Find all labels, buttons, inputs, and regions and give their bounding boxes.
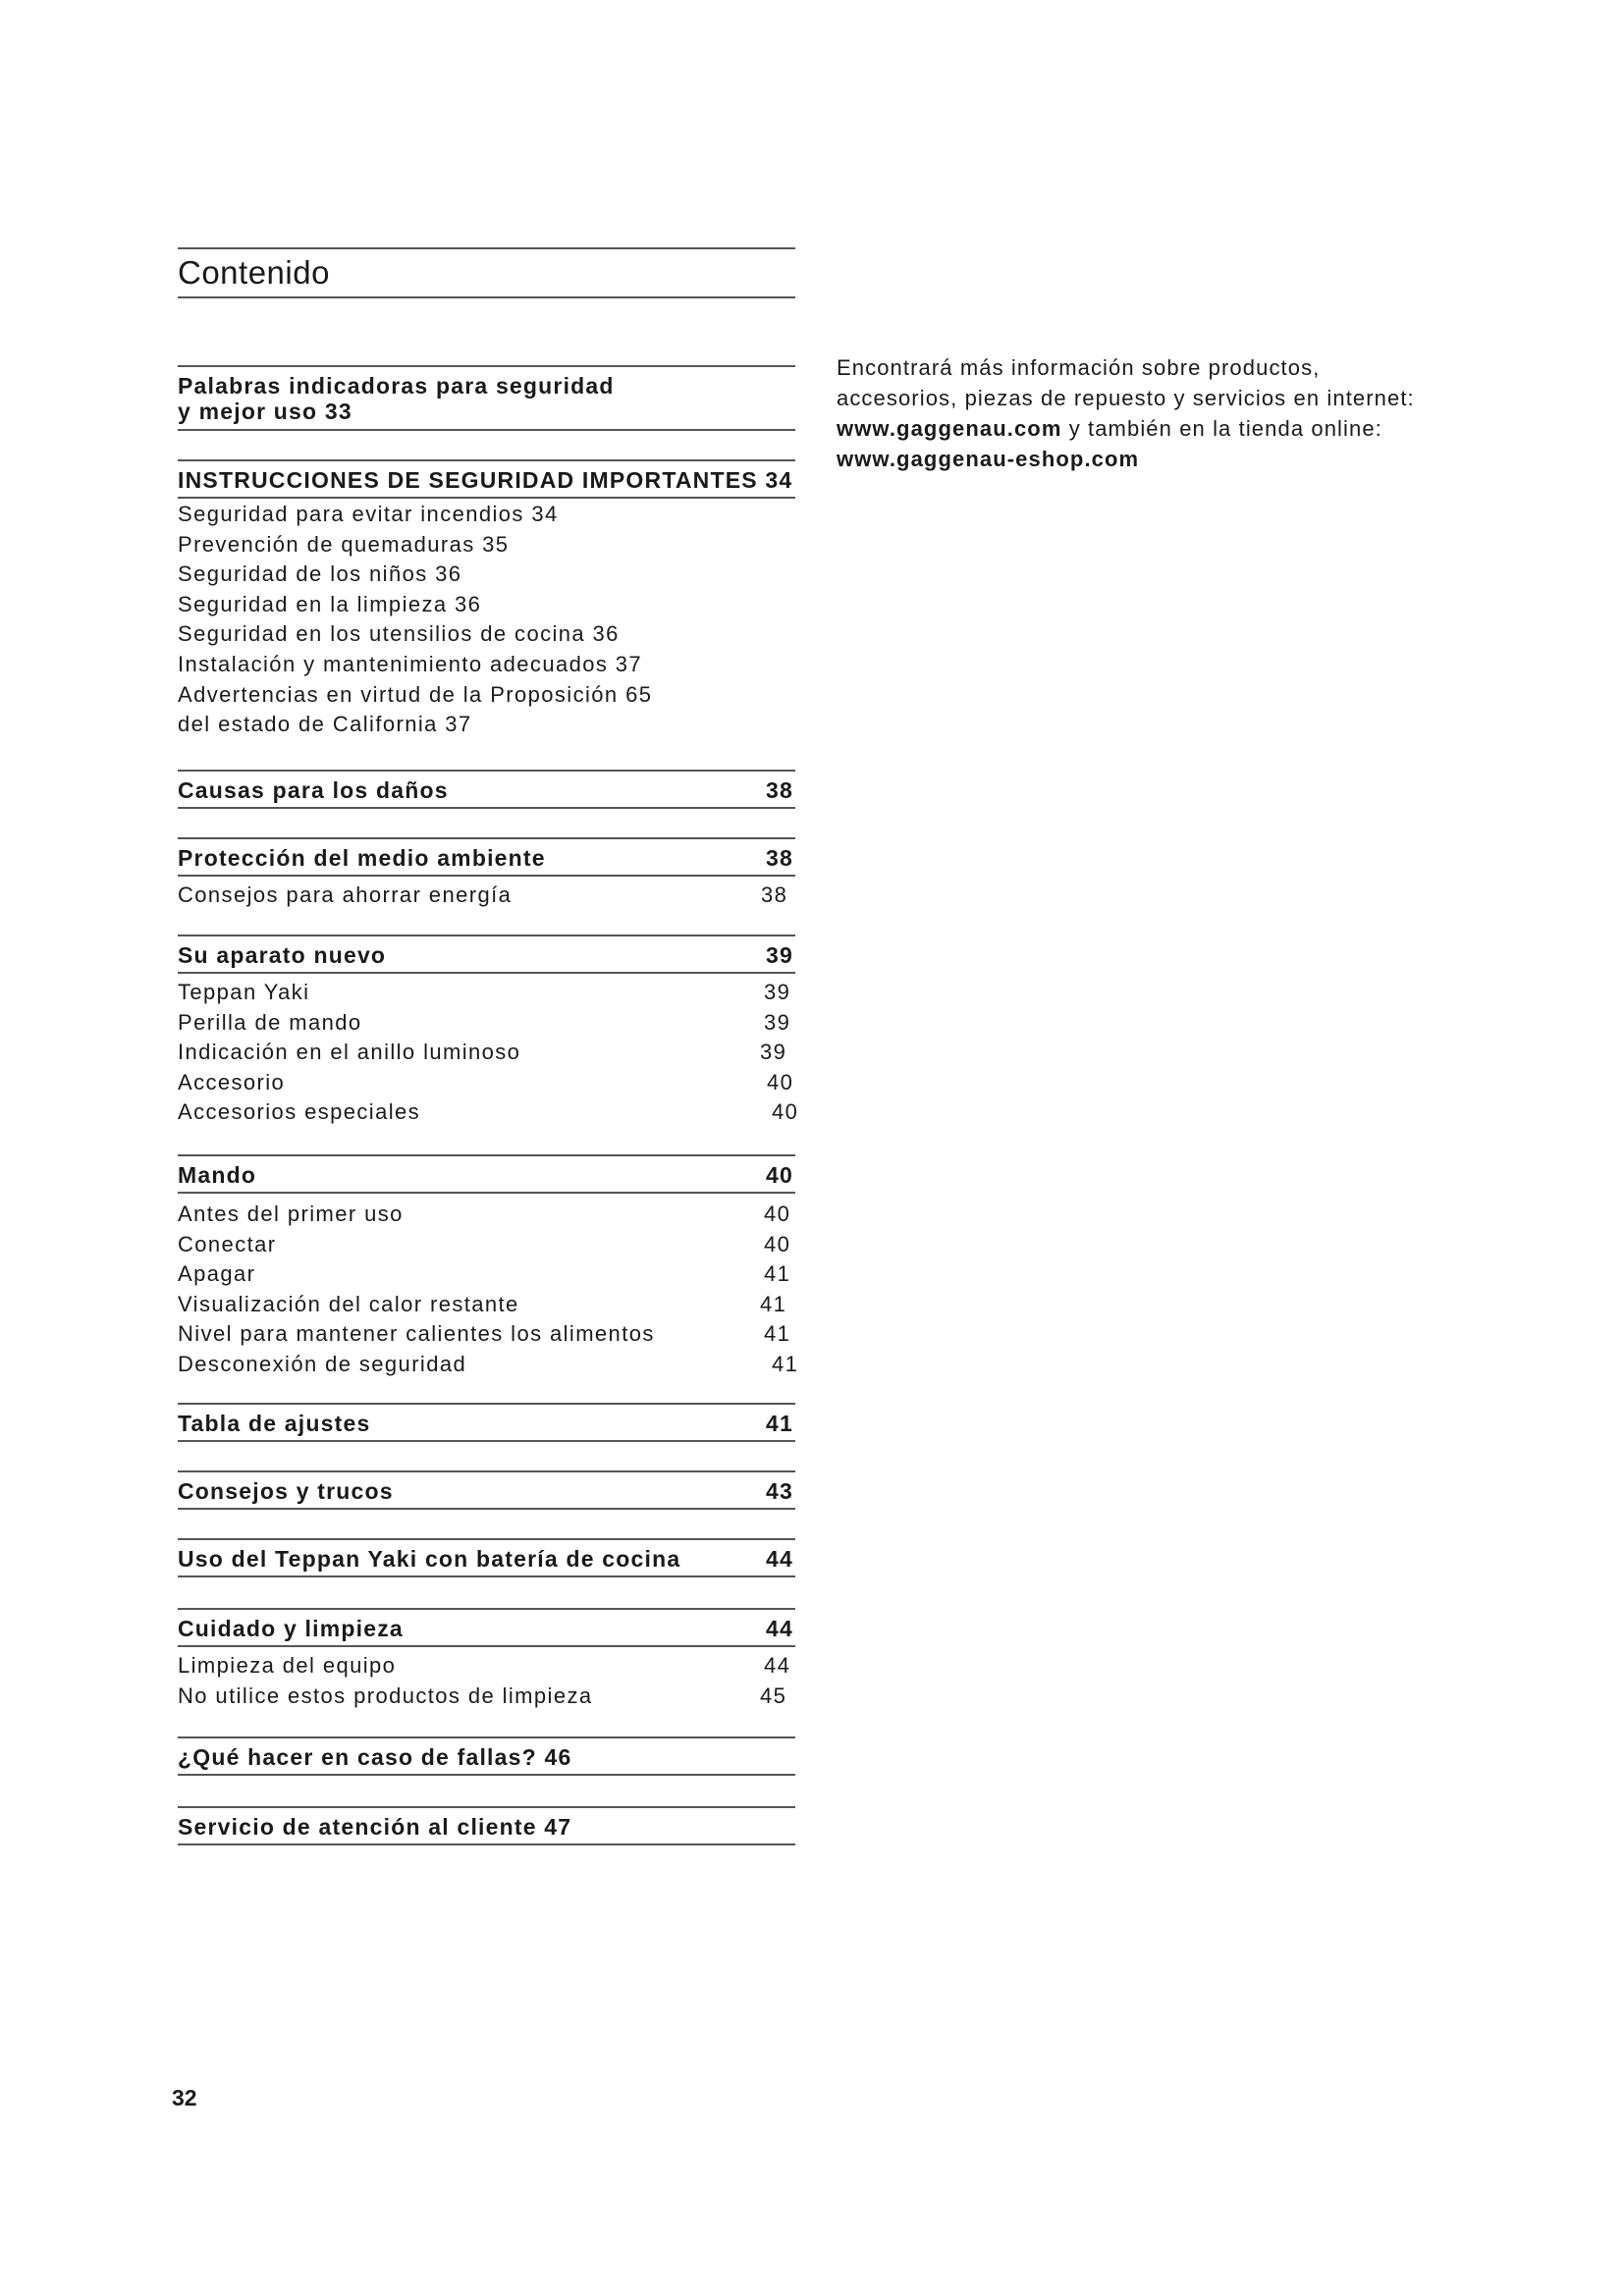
toc-heading-label: Mando	[178, 1162, 257, 1188]
toc-item-label: Desconexión de seguridad	[178, 1351, 467, 1376]
toc-item[interactable]	[178, 1259, 795, 1290]
toc-heading[interactable]	[178, 1736, 795, 1776]
toc-item-label: Consejos para ahorrar energía	[178, 882, 513, 907]
toc-item[interactable]	[178, 1097, 799, 1128]
toc-item-page: 40	[764, 1201, 791, 1226]
toc-heading-page: 41	[766, 1411, 793, 1436]
toc-item[interactable]	[178, 1200, 795, 1230]
toc-item[interactable]	[178, 1682, 795, 1712]
toc-section-troubleshooting	[178, 1736, 795, 1776]
toc-section-environment	[178, 837, 795, 911]
toc-heading-label: Tabla de ajustes	[178, 1411, 371, 1436]
toc-item-page: 41	[764, 1261, 791, 1287]
toc-heading-label: Cuidado y limpieza	[178, 1616, 404, 1641]
toc-heading-page: 40	[766, 1162, 793, 1188]
toc-heading-label: ¿Qué hacer en caso de fallas? 46	[178, 1744, 572, 1770]
toc-item[interactable]	[178, 1230, 795, 1260]
toc-section-safety-words	[178, 365, 795, 431]
info-paragraph	[837, 352, 1465, 474]
toc-heading-label: Protección del medio ambiente	[178, 845, 546, 871]
toc-heading-page: 38	[766, 845, 793, 871]
toc-item[interactable]: Seguridad en la limpieza 36	[178, 591, 482, 616]
toc-heading-label: Consejos y trucos	[178, 1478, 394, 1504]
toc-item-page: 39	[764, 980, 791, 1004]
toc-section-cleaning	[178, 1608, 795, 1711]
toc-section-customer-service	[178, 1806, 795, 1845]
toc-heading-label: Causas para los daños	[178, 777, 449, 803]
toc-item[interactable]: Prevención de quemaduras 35	[178, 531, 510, 557]
toc-heading-page: 39	[766, 942, 793, 968]
toc-heading[interactable]	[178, 459, 795, 499]
toc-item-page: 40	[767, 1069, 794, 1095]
toc-heading[interactable]	[178, 1470, 795, 1510]
toc-item[interactable]: del estado de California 37	[178, 712, 472, 737]
info-line: accesorios, piezas de repuesto y servicios en internet:	[837, 386, 1415, 410]
toc-item[interactable]: Seguridad para evitar incendios 34	[178, 502, 559, 526]
toc-item[interactable]	[178, 978, 795, 1008]
toc-heading[interactable]	[178, 365, 795, 431]
toc-item[interactable]	[178, 1068, 795, 1098]
info-line-text: y también en la tienda online:	[1061, 416, 1382, 441]
info-line: Encontrará más información sobre productos,	[837, 355, 1321, 380]
toc-section-settings-table	[178, 1403, 795, 1442]
toc-section-cookware	[178, 1538, 795, 1577]
gaggenau-eshop-link[interactable]: www.gaggenau-eshop.com	[837, 447, 1140, 471]
toc-item-page: 38	[761, 882, 788, 907]
toc-heading-page: 43	[766, 1478, 793, 1504]
toc-section-tips	[178, 1470, 795, 1510]
title-block	[178, 247, 795, 298]
toc-heading[interactable]	[178, 1154, 795, 1194]
toc-heading-line: Palabras indicadoras para seguridad	[178, 373, 615, 399]
toc-item[interactable]	[178, 1008, 795, 1039]
toc-heading[interactable]	[178, 837, 795, 877]
toc-item-label: Antes del primer uso	[178, 1201, 404, 1226]
toc-heading-label: Uso del Teppan Yaki con batería de cocina	[178, 1546, 681, 1572]
toc-item[interactable]	[178, 881, 795, 911]
info-line	[837, 413, 1465, 444]
toc-heading-label: Su aparato nuevo	[178, 942, 387, 968]
toc-item-label: No utilice estos productos de limpieza	[178, 1682, 593, 1708]
toc-item-label: Indicación en el anillo luminoso	[178, 1040, 521, 1065]
toc-item-page: 41	[764, 1321, 791, 1347]
toc-item[interactable]	[178, 1319, 795, 1350]
toc-section-safety-instructions	[178, 459, 795, 740]
toc-item-label: Conectar	[178, 1231, 277, 1256]
toc-heading-page: 38	[766, 777, 793, 803]
toc-item-page: 40	[772, 1099, 799, 1125]
toc-item[interactable]: Instalación y mantenimiento adecuados 37	[178, 651, 643, 676]
toc-item[interactable]: Advertencias en virtud de la Proposición 65	[178, 681, 653, 707]
info-line	[837, 444, 1465, 474]
toc-item-label: Visualización del calor restante	[178, 1291, 519, 1316]
toc-item[interactable]	[178, 1038, 795, 1068]
toc-section-new-appliance	[178, 934, 799, 1128]
toc-heading-page: 44	[766, 1616, 793, 1641]
toc-heading[interactable]	[178, 1538, 795, 1577]
toc-item-page: 41	[772, 1351, 799, 1376]
toc-item[interactable]	[178, 1290, 795, 1320]
toc-item[interactable]	[178, 1651, 795, 1682]
toc-item-page: 45	[760, 1682, 787, 1708]
toc-heading[interactable]	[178, 770, 795, 809]
toc-item-page: 41	[760, 1291, 787, 1316]
page-title: Contenido	[178, 254, 330, 291]
toc-heading-page: 44	[766, 1546, 793, 1572]
toc-heading[interactable]	[178, 1403, 795, 1442]
toc-item[interactable]: Seguridad de los niños 36	[178, 561, 462, 587]
toc-item-page: 44	[764, 1653, 791, 1678]
toc-item-page: 39	[764, 1009, 791, 1035]
toc-heading-line: y mejor uso 33	[178, 399, 352, 424]
toc-item-label: Accesorios especiales	[178, 1099, 421, 1125]
toc-item[interactable]	[178, 1350, 799, 1380]
toc-section-operation	[178, 1154, 799, 1380]
toc-item-page: 40	[764, 1231, 791, 1256]
toc-heading[interactable]	[178, 934, 795, 974]
gaggenau-link[interactable]: www.gaggenau.com	[837, 416, 1062, 441]
toc-item-label: Limpieza del equipo	[178, 1653, 397, 1678]
toc-item-label: Apagar	[178, 1261, 256, 1287]
toc-heading[interactable]	[178, 1806, 795, 1845]
toc-item-label: Perilla de mando	[178, 1009, 362, 1035]
toc-heading[interactable]	[178, 1608, 795, 1647]
toc-item-label: Accesorio	[178, 1069, 286, 1095]
toc-section-damage	[178, 770, 795, 809]
toc-item-page: 39	[760, 1040, 787, 1065]
toc-item-label: Nivel para mantener calientes los alimentos	[178, 1321, 655, 1347]
toc-item[interactable]: Seguridad en los utensilios de cocina 36	[178, 621, 620, 647]
page-number: 32	[172, 2085, 197, 2110]
toc-heading-label: INSTRUCCIONES DE SEGURIDAD IMPORTANTES 34	[178, 467, 793, 493]
toc-item-label: Teppan Yaki	[178, 980, 310, 1004]
toc-heading-label: Servicio de atención al cliente 47	[178, 1814, 572, 1840]
